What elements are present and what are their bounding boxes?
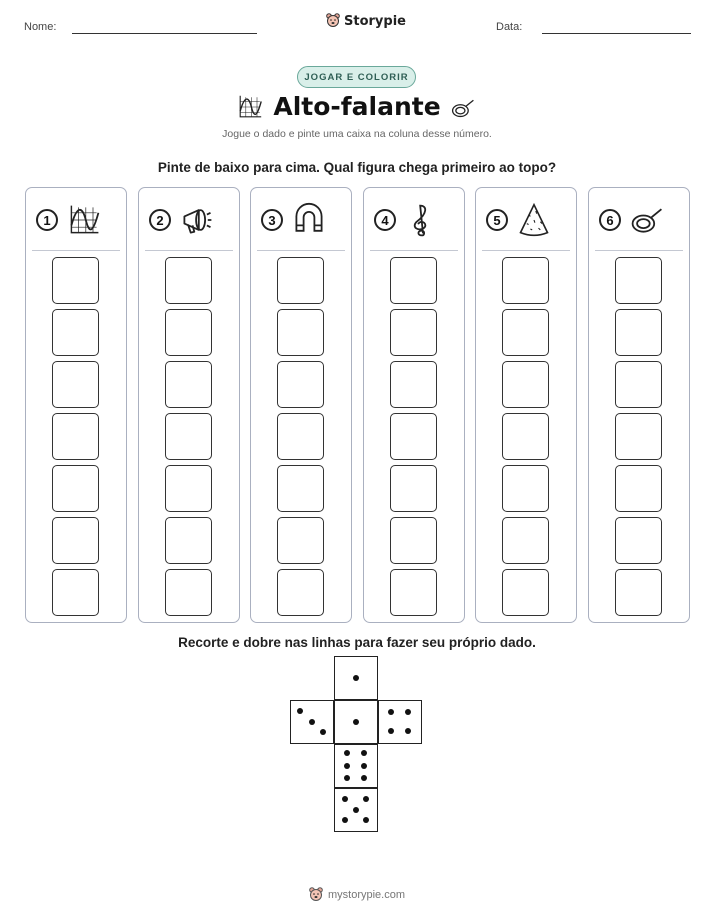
color-box[interactable] bbox=[390, 257, 437, 304]
column-number: 5 bbox=[486, 209, 508, 231]
die-face-1 bbox=[334, 700, 378, 744]
footer-url: mystorypie.com bbox=[328, 889, 406, 901]
treble-clef-icon bbox=[404, 202, 440, 238]
color-box[interactable] bbox=[165, 257, 212, 304]
color-box[interactable] bbox=[52, 413, 99, 460]
color-box[interactable] bbox=[165, 361, 212, 408]
column-1 bbox=[25, 187, 127, 623]
column-number: 6 bbox=[599, 209, 621, 231]
die-pip bbox=[361, 750, 367, 756]
die-face-3 bbox=[290, 700, 334, 744]
footer bbox=[309, 887, 405, 903]
color-box[interactable] bbox=[52, 517, 99, 564]
color-box[interactable] bbox=[390, 517, 437, 564]
color-box[interactable] bbox=[502, 309, 549, 356]
color-box[interactable] bbox=[52, 309, 99, 356]
column-number: 2 bbox=[149, 209, 171, 231]
color-box[interactable] bbox=[277, 465, 324, 512]
category-badge: JOGAR E COLORIR bbox=[297, 66, 416, 88]
column-number: 4 bbox=[374, 209, 396, 231]
die-net bbox=[290, 656, 424, 834]
color-box[interactable] bbox=[277, 361, 324, 408]
party-hat-icon bbox=[516, 202, 552, 238]
color-box[interactable] bbox=[390, 465, 437, 512]
color-box[interactable] bbox=[615, 517, 662, 564]
color-box[interactable] bbox=[277, 413, 324, 460]
color-box[interactable] bbox=[277, 257, 324, 304]
die-pip bbox=[309, 719, 315, 725]
column-3 bbox=[250, 187, 352, 623]
column-5 bbox=[475, 187, 577, 623]
color-box[interactable] bbox=[502, 413, 549, 460]
date-line[interactable] bbox=[542, 33, 691, 34]
color-box[interactable] bbox=[615, 413, 662, 460]
color-box[interactable] bbox=[277, 517, 324, 564]
horseshoe-magnet-icon bbox=[291, 202, 327, 238]
graph-chart-icon bbox=[66, 202, 102, 238]
color-box[interactable] bbox=[615, 257, 662, 304]
color-box[interactable] bbox=[615, 569, 662, 616]
page-title: Alto-falante bbox=[273, 92, 441, 121]
color-box[interactable] bbox=[502, 569, 549, 616]
color-box[interactable] bbox=[52, 569, 99, 616]
color-box[interactable] bbox=[277, 569, 324, 616]
die-pip bbox=[388, 728, 394, 734]
die-pip bbox=[342, 817, 348, 823]
die-face-1 bbox=[334, 656, 378, 700]
column-number: 3 bbox=[261, 209, 283, 231]
name-line[interactable] bbox=[72, 33, 257, 34]
brand-logo bbox=[326, 13, 406, 29]
die-pip bbox=[363, 796, 369, 802]
column-divider bbox=[595, 250, 683, 251]
color-box[interactable] bbox=[165, 413, 212, 460]
color-box[interactable] bbox=[390, 413, 437, 460]
die-pip bbox=[361, 775, 367, 781]
die-pip bbox=[320, 729, 326, 735]
die-pip bbox=[297, 708, 303, 714]
die-pip bbox=[388, 709, 394, 715]
die-pip bbox=[342, 796, 348, 802]
color-box[interactable] bbox=[502, 257, 549, 304]
column-divider bbox=[145, 250, 233, 251]
color-box[interactable] bbox=[502, 517, 549, 564]
column-number: 1 bbox=[36, 209, 58, 231]
column-4 bbox=[363, 187, 465, 623]
megaphone-icon bbox=[179, 202, 215, 238]
brand-name: Storypie bbox=[344, 13, 406, 29]
color-box[interactable] bbox=[277, 309, 324, 356]
color-box[interactable] bbox=[165, 309, 212, 356]
column-2 bbox=[138, 187, 240, 623]
bear-icon bbox=[326, 13, 340, 29]
column-6 bbox=[588, 187, 690, 623]
die-pip bbox=[361, 763, 367, 769]
instruction: Pinte de baixo para cima. Qual figura chega primeiro ao topo? bbox=[157, 160, 557, 175]
color-box[interactable] bbox=[502, 361, 549, 408]
die-pip bbox=[353, 675, 359, 681]
die-face-5 bbox=[334, 788, 378, 832]
frying-pan-icon bbox=[450, 95, 476, 121]
color-box[interactable] bbox=[390, 361, 437, 408]
die-pip bbox=[405, 728, 411, 734]
date-label: Data: bbox=[496, 21, 523, 33]
color-box[interactable] bbox=[165, 517, 212, 564]
frying-pan-icon bbox=[629, 202, 665, 238]
color-box[interactable] bbox=[52, 465, 99, 512]
die-pip bbox=[353, 807, 359, 813]
color-box[interactable] bbox=[615, 361, 662, 408]
color-box[interactable] bbox=[390, 309, 437, 356]
die-instruction: Recorte e dobre nas linhas para fazer seu próprio dado. bbox=[178, 635, 536, 650]
color-box[interactable] bbox=[165, 569, 212, 616]
die-pip bbox=[353, 719, 359, 725]
color-box[interactable] bbox=[502, 465, 549, 512]
die-pip bbox=[344, 775, 350, 781]
column-divider bbox=[257, 250, 345, 251]
column-divider bbox=[370, 250, 458, 251]
die-pip bbox=[405, 709, 411, 715]
die-pip bbox=[363, 817, 369, 823]
bear-icon bbox=[309, 887, 323, 903]
color-box[interactable] bbox=[52, 361, 99, 408]
die-face-4 bbox=[378, 700, 422, 744]
color-box[interactable] bbox=[615, 309, 662, 356]
color-box[interactable] bbox=[615, 465, 662, 512]
color-box[interactable] bbox=[390, 569, 437, 616]
color-box[interactable] bbox=[52, 257, 99, 304]
color-box[interactable] bbox=[165, 465, 212, 512]
die-pip bbox=[344, 763, 350, 769]
name-label: Nome: bbox=[24, 21, 57, 33]
die-pip bbox=[344, 750, 350, 756]
column-divider bbox=[482, 250, 570, 251]
die-face-6 bbox=[334, 744, 378, 788]
subtitle: Jogue o dado e pinte uma caixa na coluna desse número. bbox=[222, 128, 492, 140]
column-divider bbox=[32, 250, 120, 251]
